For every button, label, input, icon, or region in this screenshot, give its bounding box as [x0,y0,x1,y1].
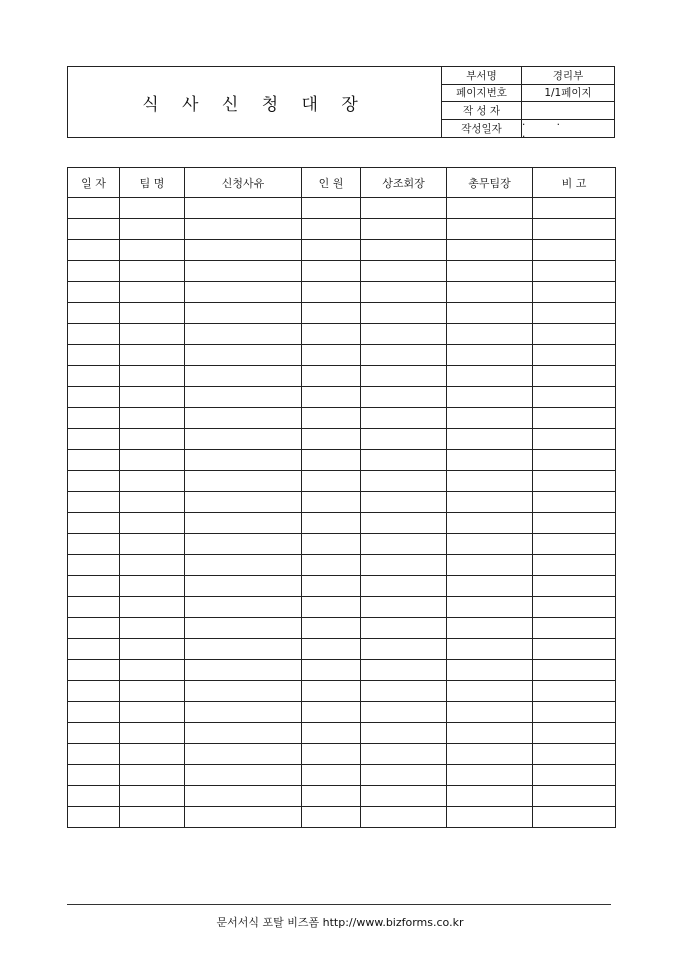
table-cell[interactable] [361,513,447,534]
table-cell[interactable] [447,513,533,534]
table-cell[interactable] [361,723,447,744]
table-header-row [68,168,616,198]
table-cell[interactable] [447,492,533,513]
footer-divider [67,904,611,905]
table-row [68,555,616,576]
table-cell[interactable] [361,303,447,324]
table-cell[interactable] [447,219,533,240]
table-cell[interactable] [185,408,302,429]
table-cell[interactable] [302,618,361,639]
table-cell[interactable] [361,786,447,807]
table-cell[interactable] [68,702,120,723]
table-cell[interactable] [185,324,302,345]
table-cell[interactable] [302,660,361,681]
table-cell[interactable] [185,219,302,240]
table-cell[interactable] [302,471,361,492]
table-cell[interactable] [533,366,616,387]
table-cell[interactable] [302,576,361,597]
table-cell[interactable] [120,387,185,408]
table-row [68,597,616,618]
table-cell[interactable] [185,786,302,807]
table-cell[interactable] [533,681,616,702]
table-cell[interactable] [447,744,533,765]
meta-row-department [442,67,614,85]
table-cell[interactable] [361,198,447,219]
table-row [68,324,616,345]
table-cell[interactable] [302,765,361,786]
table-row [68,387,616,408]
table-cell[interactable] [361,282,447,303]
table-cell[interactable] [68,723,120,744]
table-cell[interactable] [120,261,185,282]
table-cell[interactable] [185,807,302,828]
table-cell[interactable] [68,555,120,576]
table-cell[interactable] [447,618,533,639]
meta-label: 작성일자 [442,120,522,138]
table-cell[interactable] [120,219,185,240]
table-cell[interactable] [361,702,447,723]
table-cell[interactable] [68,303,120,324]
table-cell[interactable] [361,408,447,429]
table-row [68,534,616,555]
table-cell[interactable] [68,576,120,597]
table-row [68,282,616,303]
table-cell[interactable] [120,597,185,618]
table-cell[interactable] [68,639,120,660]
table-cell[interactable] [533,324,616,345]
table-cell[interactable] [302,303,361,324]
table-cell[interactable] [185,282,302,303]
table-cell[interactable] [185,513,302,534]
table-cell[interactable] [68,198,120,219]
table-cell[interactable] [185,492,302,513]
meta-row-date [442,116,614,141]
table-cell[interactable] [68,408,120,429]
table-cell[interactable] [185,366,302,387]
table-cell[interactable] [447,408,533,429]
table-cell[interactable] [447,387,533,408]
column-header-date: 일 자 [68,168,120,198]
meta-label: 부서명 [442,67,522,84]
table-cell[interactable] [447,660,533,681]
table-row [68,261,616,282]
table-cell[interactable] [185,702,302,723]
meal-request-table [67,167,616,828]
table-cell[interactable] [302,555,361,576]
table-cell[interactable] [533,492,616,513]
table-cell[interactable] [533,618,616,639]
column-header-mutual-aid-chair: 상조회장 [361,168,447,198]
table-cell[interactable] [361,240,447,261]
table-cell[interactable] [361,219,447,240]
table-cell[interactable] [533,471,616,492]
table-cell[interactable] [533,408,616,429]
table-row [68,492,616,513]
table-cell[interactable] [120,639,185,660]
table-cell[interactable] [361,555,447,576]
table-cell[interactable] [533,534,616,555]
table-cell[interactable] [68,807,120,828]
table-row [68,723,616,744]
table-cell[interactable] [533,702,616,723]
table-row [68,702,616,723]
table-cell[interactable] [120,618,185,639]
table-cell[interactable] [533,597,616,618]
table-cell[interactable] [120,282,185,303]
table-cell[interactable] [120,429,185,450]
table-cell[interactable] [68,765,120,786]
table-cell[interactable] [68,240,120,261]
table-row [68,618,616,639]
table-cell[interactable] [302,366,361,387]
table-cell[interactable] [361,366,447,387]
table-cell[interactable] [120,744,185,765]
table-cell[interactable] [302,534,361,555]
table-cell[interactable] [447,345,533,366]
table-cell[interactable] [447,681,533,702]
table-cell[interactable] [533,282,616,303]
table-cell[interactable] [533,450,616,471]
table-row [68,198,616,219]
table-cell[interactable] [68,744,120,765]
table-cell[interactable] [120,198,185,219]
table-cell[interactable] [533,786,616,807]
table-row [68,786,616,807]
table-cell[interactable] [185,534,302,555]
table-cell[interactable] [68,219,120,240]
table-cell[interactable] [302,240,361,261]
table-cell[interactable] [447,702,533,723]
table-cell[interactable] [185,660,302,681]
table-cell[interactable] [185,681,302,702]
table-cell[interactable] [533,765,616,786]
table-row [68,240,616,261]
table-cell[interactable] [447,723,533,744]
table-cell[interactable] [533,744,616,765]
table-cell[interactable] [447,597,533,618]
table-cell[interactable] [302,282,361,303]
table-cell[interactable] [185,597,302,618]
column-header-remarks: 비 고 [533,168,616,198]
table-cell[interactable] [302,723,361,744]
table-cell[interactable] [120,345,185,366]
table-row [68,639,616,660]
table-cell[interactable] [68,597,120,618]
table-cell[interactable] [533,723,616,744]
table-cell[interactable] [120,807,185,828]
table-cell[interactable] [120,681,185,702]
table-cell[interactable] [447,282,533,303]
table-cell[interactable] [68,492,120,513]
table-cell[interactable] [533,807,616,828]
approval-info-block [442,67,614,141]
table-cell[interactable] [68,324,120,345]
table-cell[interactable] [185,618,302,639]
table-row [68,219,616,240]
table-cell[interactable] [120,723,185,744]
table-cell[interactable] [447,555,533,576]
table-row [68,345,616,366]
table-cell[interactable] [361,639,447,660]
table-cell[interactable] [185,303,302,324]
table-cell[interactable] [68,261,120,282]
table-cell[interactable] [68,366,120,387]
table-cell[interactable] [361,597,447,618]
table-cell[interactable] [120,702,185,723]
column-header-reason: 신청사유 [185,168,302,198]
table-cell[interactable] [68,534,120,555]
table-cell[interactable] [302,198,361,219]
table-cell[interactable] [185,744,302,765]
page-title: 식 사 신 청 대 장 [68,67,442,137]
table-cell[interactable] [447,240,533,261]
table-cell[interactable] [533,345,616,366]
table-row [68,660,616,681]
table-cell[interactable] [447,303,533,324]
table-cell[interactable] [302,450,361,471]
table-cell[interactable] [120,303,185,324]
table-cell[interactable] [302,786,361,807]
table-row [68,807,616,828]
table-cell[interactable] [361,576,447,597]
table-cell[interactable] [533,240,616,261]
table-cell[interactable] [185,261,302,282]
table-cell[interactable] [185,723,302,744]
table-cell[interactable] [120,513,185,534]
table-cell[interactable] [361,660,447,681]
table-cell[interactable] [533,261,616,282]
table-cell[interactable] [361,765,447,786]
table-cell[interactable] [361,681,447,702]
table-cell[interactable] [447,765,533,786]
table-cell[interactable] [185,555,302,576]
table-cell[interactable] [120,660,185,681]
table-cell[interactable] [361,345,447,366]
table-row [68,429,616,450]
table-cell[interactable] [447,261,533,282]
table-cell[interactable] [68,429,120,450]
table-cell[interactable] [185,198,302,219]
table-cell[interactable] [361,744,447,765]
table-cell[interactable] [68,786,120,807]
table-cell[interactable] [302,639,361,660]
table-cell[interactable] [185,576,302,597]
table-cell[interactable] [302,429,361,450]
table-cell[interactable] [120,240,185,261]
table-cell[interactable] [302,513,361,534]
table-cell[interactable] [302,261,361,282]
table-cell[interactable] [361,807,447,828]
table-row [68,765,616,786]
table-cell[interactable] [120,786,185,807]
table-cell[interactable] [447,324,533,345]
table-cell[interactable] [185,429,302,450]
table-cell[interactable] [120,555,185,576]
table-cell[interactable] [120,408,185,429]
table-cell[interactable] [447,450,533,471]
table-body [68,198,616,828]
table-cell[interactable] [68,660,120,681]
table-cell[interactable] [120,450,185,471]
table-cell[interactable] [533,429,616,450]
table-cell[interactable] [302,219,361,240]
table-cell[interactable] [68,618,120,639]
meta-value[interactable]: . . . [522,116,575,141]
table-cell[interactable] [302,345,361,366]
table-cell[interactable] [361,471,447,492]
table-cell[interactable] [533,303,616,324]
table-cell[interactable] [120,471,185,492]
meta-label: 작 성 자 [442,102,522,119]
table-cell[interactable] [68,681,120,702]
table-cell[interactable] [302,492,361,513]
column-header-headcount: 인 원 [302,168,361,198]
table-cell[interactable] [447,786,533,807]
table-row [68,513,616,534]
table-cell[interactable] [361,450,447,471]
table-cell[interactable] [302,681,361,702]
column-header-general-affairs-lead: 총무팀장 [447,168,533,198]
table-cell[interactable] [185,765,302,786]
table-cell[interactable] [447,639,533,660]
table-cell[interactable] [302,408,361,429]
meta-value: 경리부 [552,69,584,82]
table-row [68,744,616,765]
table-cell[interactable] [120,765,185,786]
table-cell[interactable] [361,324,447,345]
table-row [68,576,616,597]
table-cell[interactable] [361,261,447,282]
table-cell[interactable] [533,576,616,597]
table-cell[interactable] [361,534,447,555]
table-row [68,681,616,702]
table-cell[interactable] [361,492,447,513]
table-cell[interactable] [447,366,533,387]
table-cell[interactable] [185,471,302,492]
table-cell[interactable] [533,639,616,660]
table-row [68,450,616,471]
table-cell[interactable] [185,450,302,471]
table-row [68,303,616,324]
meta-row-page-number [442,85,614,103]
table-cell[interactable] [302,702,361,723]
footer-text: 문서서식 포탈 비즈폼 http://www.bizforms.co.kr [216,916,464,929]
table-cell[interactable] [447,807,533,828]
table-cell[interactable] [120,324,185,345]
table-cell[interactable] [185,345,302,366]
table-cell[interactable] [533,660,616,681]
table-row [68,408,616,429]
table-cell[interactable] [68,387,120,408]
table-cell[interactable] [447,429,533,450]
table-cell[interactable] [68,282,120,303]
table-cell[interactable] [447,471,533,492]
table-cell[interactable] [302,807,361,828]
table-cell[interactable] [120,576,185,597]
meta-label: 페이지번호 [442,85,522,102]
table-row [68,366,616,387]
table-cell[interactable] [361,387,447,408]
table-cell[interactable] [447,576,533,597]
table-cell[interactable] [120,534,185,555]
table-cell[interactable] [447,198,533,219]
table-cell[interactable] [533,513,616,534]
table-cell[interactable] [302,744,361,765]
table-row [68,471,616,492]
table-cell[interactable] [533,555,616,576]
table-cell[interactable] [447,534,533,555]
table-cell[interactable] [302,324,361,345]
column-header-team: 팀 명 [120,168,185,198]
table-cell[interactable] [302,597,361,618]
table-cell[interactable] [361,618,447,639]
table-cell[interactable] [120,492,185,513]
table-cell[interactable] [533,219,616,240]
table-cell[interactable] [533,198,616,219]
table-cell[interactable] [68,471,120,492]
document-header [67,66,615,141]
table-cell[interactable] [185,639,302,660]
table-cell[interactable] [120,366,185,387]
table-cell[interactable] [302,387,361,408]
table-cell[interactable] [68,450,120,471]
table-cell[interactable] [68,513,120,534]
meta-value: 1/1페이지 [544,87,592,100]
table-cell[interactable] [68,345,120,366]
table-cell[interactable] [533,387,616,408]
table-cell[interactable] [361,429,447,450]
table-cell[interactable] [185,387,302,408]
table-cell[interactable] [185,240,302,261]
